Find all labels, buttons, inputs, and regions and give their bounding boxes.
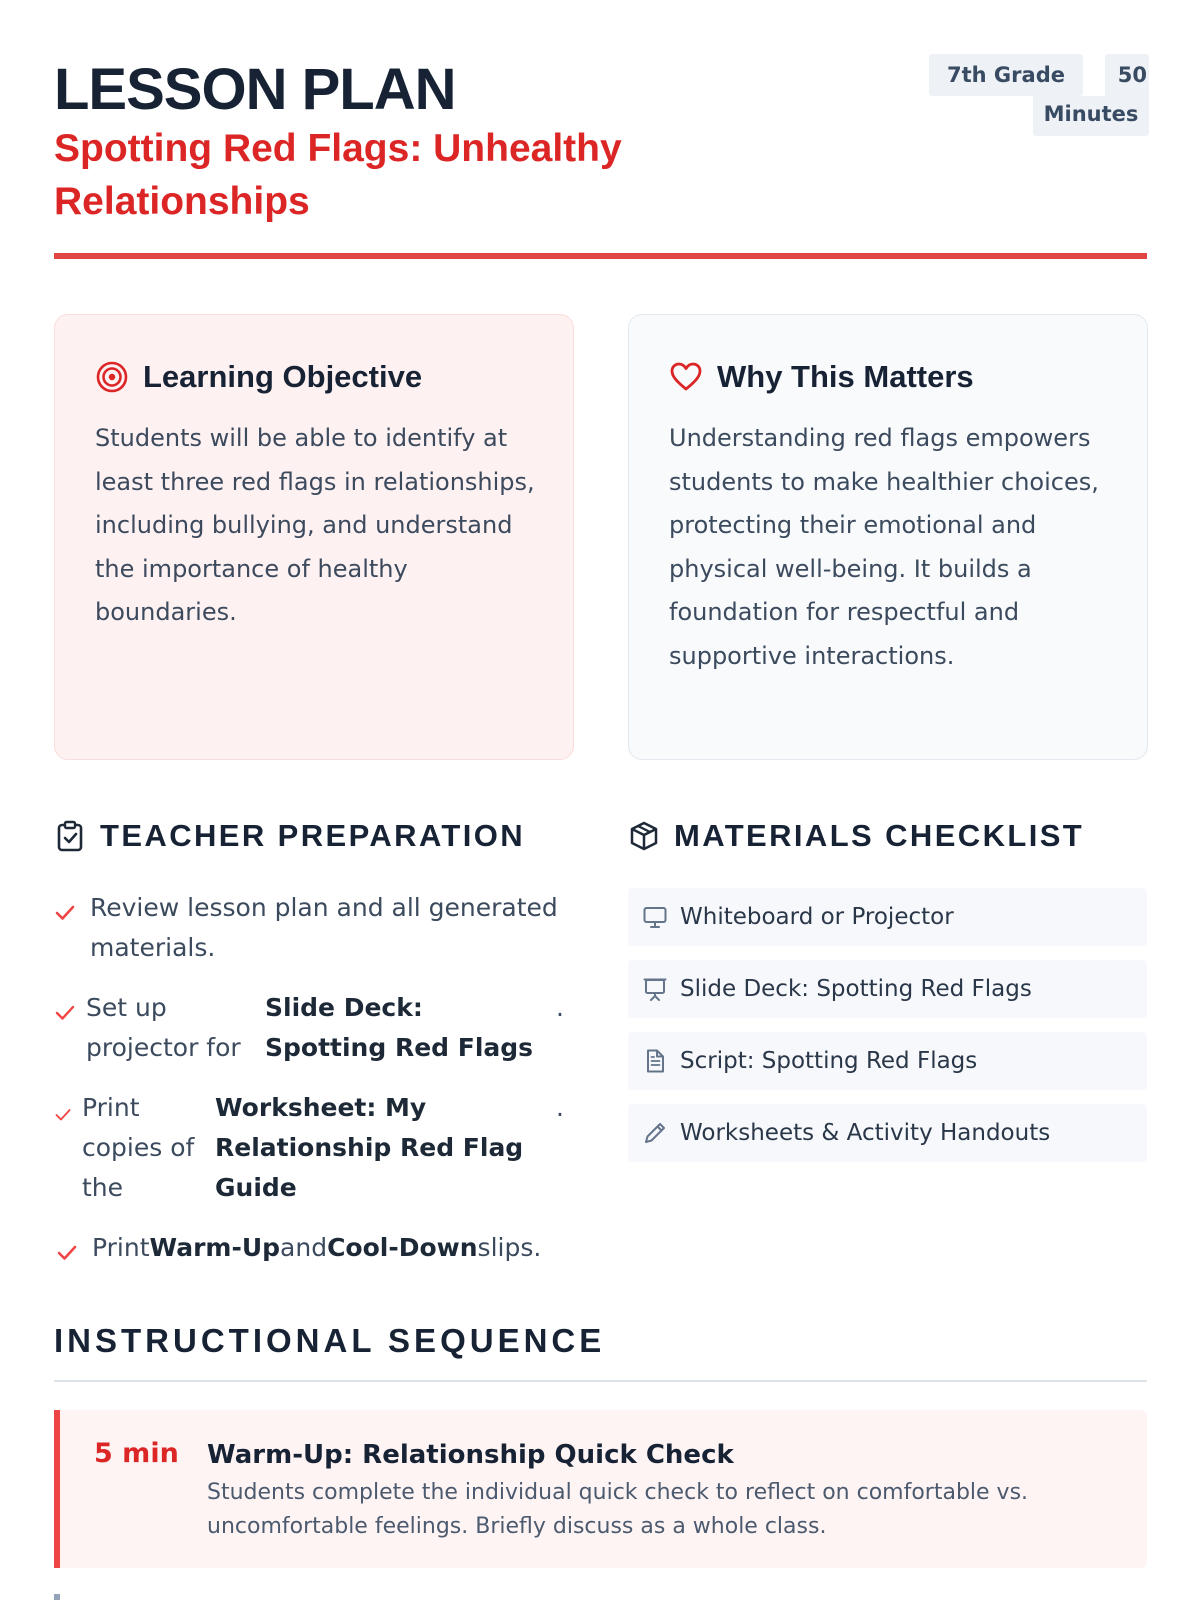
why-this-matters-text: Understanding red flags empowers students to make healthier choices, protecting their emotional and physical well-being. It builds a foundation for respectful and supportive interactions. xyxy=(669,424,1099,670)
prep-item xyxy=(54,988,574,1068)
prep-item-text: Review lesson plan and all generated materials. xyxy=(90,893,558,962)
material-item xyxy=(628,1032,1147,1090)
clipboard-check-icon xyxy=(54,820,86,852)
learning-objective-card xyxy=(54,314,574,760)
learning-objective-text: Students will be able to identify at least three red flags in relationships, including bullying, and understand the importance of healthy boundaries. xyxy=(95,424,535,626)
step-title: Warm-Up: Relationship Quick Check xyxy=(207,1440,734,1470)
prep-item-prefix: Print copies of the xyxy=(82,1093,195,1202)
lesson-header xyxy=(54,58,1147,258)
learning-objective-header xyxy=(95,359,422,395)
material-label: Worksheets & Activity Handouts xyxy=(680,1120,1051,1146)
grade-badge: 7th Grade xyxy=(929,54,1083,96)
presentation-icon xyxy=(642,976,668,1002)
pencil-icon xyxy=(642,1120,668,1146)
material-label: Slide Deck: Spotting Red Flags xyxy=(680,976,1032,1002)
next-sequence-step-edge xyxy=(54,1594,60,1600)
why-this-matters-header xyxy=(669,359,974,395)
material-label: Script: Spotting Red Flags xyxy=(680,1048,978,1074)
check-icon xyxy=(56,1236,78,1258)
heart-icon xyxy=(669,360,703,394)
duration-badge-unit: Minutes xyxy=(1033,96,1149,136)
teacher-preparation-title: TEACHER PREPARATION xyxy=(100,818,526,853)
package-icon xyxy=(628,820,660,852)
lesson-subtitle: Spotting Red Flags: Unhealthy Relationships xyxy=(54,127,622,223)
document-icon xyxy=(642,1048,668,1074)
instructional-sequence-heading: INSTRUCTIONAL SEQUENCE xyxy=(54,1322,606,1359)
check-icon xyxy=(54,996,76,1018)
header-divider xyxy=(54,253,1147,259)
materials-checklist-title: MATERIALS CHECKLIST xyxy=(674,818,1085,853)
prep-item-material: Slide Deck: Spotting Red Flags xyxy=(265,993,534,1062)
material-item xyxy=(628,960,1147,1018)
why-this-matters-card xyxy=(628,314,1148,760)
prep-item-material: Worksheet: My Relationship Red Flag Guide xyxy=(215,1093,524,1202)
prep-item-suffix: . xyxy=(556,1093,564,1122)
step-duration: 5 min xyxy=(94,1438,179,1469)
lesson-badges xyxy=(927,54,1147,144)
page-title: LESSON PLAN xyxy=(54,57,456,122)
check-icon xyxy=(54,896,76,918)
prep-item-text: PrintWarm-UpandCool-Downslips. xyxy=(92,1233,542,1262)
teacher-preparation-heading xyxy=(54,818,525,854)
duration-badge-number: 50 xyxy=(1105,54,1149,96)
material-item xyxy=(628,888,1147,946)
target-icon xyxy=(95,360,129,394)
material-item xyxy=(628,1104,1147,1162)
learning-objective-title: Learning Objective xyxy=(143,359,423,394)
prep-item xyxy=(54,1088,574,1208)
sequence-step xyxy=(54,1410,1147,1568)
material-label: Whiteboard or Projector xyxy=(680,904,954,930)
check-icon xyxy=(54,1096,72,1114)
materials-checklist-heading xyxy=(628,818,1084,854)
why-this-matters-title: Why This Matters xyxy=(717,359,974,394)
sequence-divider xyxy=(54,1380,1147,1382)
step-description: Students complete the individual quick check to reflect on comfortable vs. uncomfortable feelings. Briefly discuss as a whole class. xyxy=(207,1480,1029,1539)
prep-item xyxy=(54,1228,574,1268)
prep-item-suffix: . xyxy=(556,993,564,1022)
prep-item-prefix: Set up projector for xyxy=(86,993,241,1062)
monitor-icon xyxy=(642,904,668,930)
